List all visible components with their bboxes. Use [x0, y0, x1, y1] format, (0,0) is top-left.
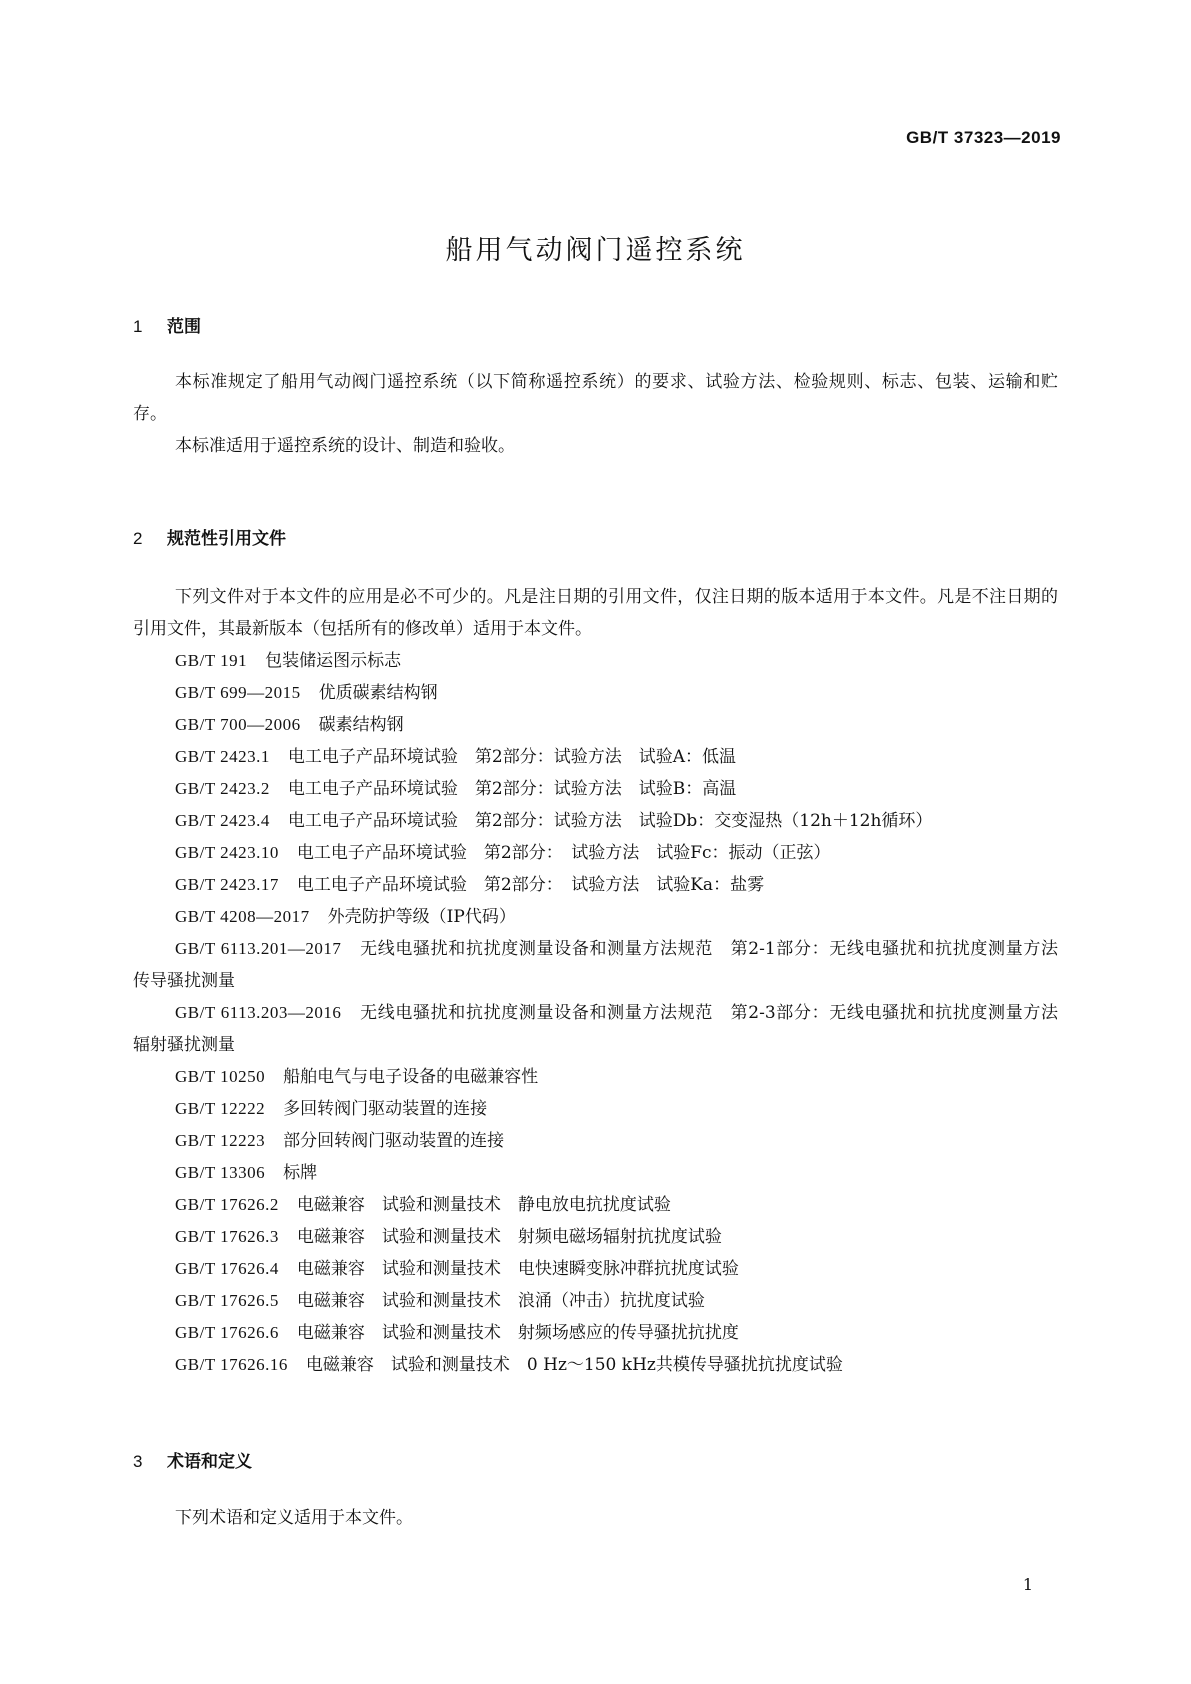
reference-title: 船舶电气与电子设备的电磁兼容性: [283, 1067, 539, 1087]
reference-item: [133, 773, 1058, 805]
reference-code: GB/T 6113.203—2016: [175, 1003, 342, 1022]
section-title: 术语和定义: [167, 1452, 252, 1472]
reference-item: [133, 1093, 1058, 1125]
reference-code: GB/T 12223: [175, 1131, 266, 1150]
reference-title: 电工电子产品环境试验 第2部分：试验方法 试验B：高温: [287, 779, 737, 799]
reference-code: GB/T 700—2006: [175, 715, 301, 734]
reference-title: 电工电子产品环境试验 第2部分：试验方法 试验A：低温: [287, 747, 737, 767]
reference-title: 包装储运图示标志: [265, 651, 402, 671]
reference-code: GB/T 2423.1: [175, 747, 270, 766]
reference-item: [133, 869, 1058, 901]
reference-code: GB/T 4208—2017: [175, 907, 310, 926]
section-number: 3: [133, 1452, 143, 1471]
reference-title: 标牌: [283, 1163, 318, 1183]
reference-code: GB/T 17626.2: [175, 1195, 279, 1214]
reference-title: 电工电子产品环境试验 第2部分： 试验方法 试验Ka：盐雾: [296, 875, 765, 895]
reference-code: GB/T 2423.2: [175, 779, 270, 798]
section-2-heading: [133, 524, 286, 549]
reference-code: GB/T 12222: [175, 1099, 266, 1118]
paragraph: 下列术语和定义适用于本文件。: [175, 1508, 413, 1528]
reference-title: 无线电骚扰和抗扰度测量设备和测量方法规范 第2-3部分：无线电骚扰和抗扰度测量方法 辐射骚扰测量: [133, 1003, 1075, 1055]
reference-item: [133, 837, 1058, 869]
reference-item: [133, 933, 1075, 997]
reference-title: 电磁兼容 试验和测量技术 电快速瞬变脉冲群抗扰度试验: [296, 1259, 739, 1279]
reference-title: 电工电子产品环境试验 第2部分：试验方法 试验Db：交变湿热（12h＋12h循环）: [287, 811, 933, 831]
reference-item: [133, 1061, 1058, 1093]
reference-title: 电磁兼容 试验和测量技术 静电放电抗扰度试验: [296, 1195, 671, 1215]
reference-code: GB/T 699—2015: [175, 683, 301, 702]
reference-title: 外壳防护等级（IP代码）: [327, 907, 516, 927]
reference-title: 多回转阀门驱动装置的连接: [283, 1099, 488, 1119]
reference-code: GB/T 6113.201—2017: [175, 939, 342, 958]
section-title: 规范性引用文件: [167, 529, 286, 549]
reference-title: 电工电子产品环境试验 第2部分： 试验方法 试验Fc：振动（正弦）: [296, 843, 831, 863]
reference-code: GB/T 2423.4: [175, 811, 270, 830]
reference-item: [133, 1157, 1058, 1189]
section-3-heading: [133, 1447, 252, 1472]
reference-item: [133, 709, 1058, 741]
reference-item: [133, 1317, 1058, 1349]
reference-item: [133, 1125, 1058, 1157]
reference-code: GB/T 2423.17: [175, 875, 279, 894]
reference-item: [133, 1285, 1058, 1317]
reference-code: GB/T 17626.3: [175, 1227, 279, 1246]
section-number: 1: [133, 317, 143, 336]
reference-item: [133, 677, 1058, 709]
reference-title: 电磁兼容 试验和测量技术 射频电磁场辐射抗扰度试验: [296, 1227, 722, 1247]
reference-item: [133, 645, 1058, 677]
section-number: 2: [133, 529, 143, 548]
paragraph: 下列文件对于本文件的应用是必不可少的。凡是注日期的引用文件，仅注日期的版本适用于本文件。凡是不注日期的引用文件，其最新版本（包括所有的修改单）适用于本文件。: [133, 587, 1058, 639]
reference-item: [133, 1253, 1058, 1285]
reference-item: [133, 1349, 1058, 1381]
reference-code: GB/T 10250: [175, 1067, 266, 1086]
section-title: 范围: [167, 317, 201, 337]
section-2-body: [133, 581, 1058, 645]
page-number: 1: [1022, 1575, 1033, 1594]
document-title: 船用气动阀门遥控系统: [445, 235, 746, 266]
reference-code: GB/T 17626.16: [175, 1355, 288, 1374]
section-3-body: [133, 1502, 1058, 1534]
reference-item: [133, 805, 1058, 837]
reference-title: 电磁兼容 试验和测量技术 射频场感应的传导骚扰抗扰度: [296, 1323, 739, 1343]
reference-item: [133, 741, 1058, 773]
paragraph: 本标准适用于遥控系统的设计、制造和验收。: [175, 436, 515, 456]
reference-item: [133, 1221, 1058, 1253]
section-1-body: [133, 366, 1058, 462]
reference-list: [133, 645, 1075, 1381]
reference-code: GB/T 17626.4: [175, 1259, 279, 1278]
reference-code: GB/T 13306: [175, 1163, 266, 1182]
reference-title: 电磁兼容 试验和测量技术 浪涌（冲击）抗扰度试验: [296, 1291, 705, 1311]
reference-code: GB/T 17626.6: [175, 1323, 279, 1342]
reference-title: 部分回转阀门驱动装置的连接: [283, 1131, 505, 1151]
reference-item: [133, 1189, 1058, 1221]
reference-title: 无线电骚扰和抗扰度测量设备和测量方法规范 第2-1部分：无线电骚扰和抗扰度测量方法 传导骚扰测量: [133, 939, 1075, 991]
reference-item: [133, 901, 1058, 933]
reference-code: GB/T 2423.10: [175, 843, 279, 862]
reference-code: GB/T 191: [175, 651, 248, 670]
reference-title: 碳素结构钢: [318, 715, 404, 735]
reference-title: 优质碳素结构钢: [318, 683, 438, 703]
reference-code: GB/T 17626.5: [175, 1291, 279, 1310]
reference-item: [133, 997, 1075, 1061]
paragraph: 本标准规定了船用气动阀门遥控系统（以下简称遥控系统）的要求、试验方法、检验规则、标志、包装、运输和贮存。: [133, 372, 1058, 424]
reference-title: 电磁兼容 试验和测量技术 0 Hz～150 kHz共模传导骚扰抗扰度试验: [305, 1355, 843, 1375]
standard-code: GB/T 37323—2019: [906, 128, 1061, 147]
section-1-heading: [133, 312, 201, 337]
